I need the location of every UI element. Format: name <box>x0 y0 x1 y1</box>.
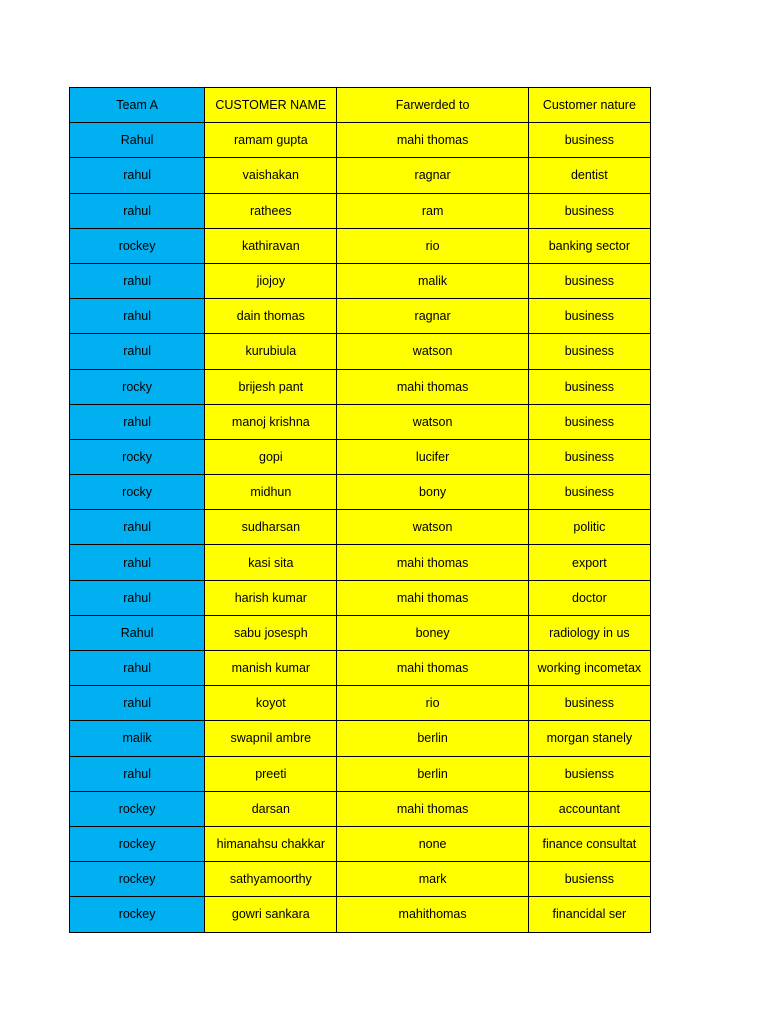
customer-name-cell: dain thomas <box>205 299 337 334</box>
forwarded-to-cell: ragnar <box>337 158 528 193</box>
header-customer-nature: Customer nature <box>528 88 650 123</box>
team-cell: malik <box>70 721 205 756</box>
team-cell: rahul <box>70 510 205 545</box>
customer-nature-cell: busienss <box>528 862 650 897</box>
forwarded-to-cell: mahi thomas <box>337 545 528 580</box>
customer-nature-cell: business <box>528 263 650 298</box>
forwarded-to-cell: none <box>337 826 528 861</box>
forwarded-to-cell: mahithomas <box>337 897 528 932</box>
team-cell: Rahul <box>70 123 205 158</box>
customer-nature-cell: politic <box>528 510 650 545</box>
customer-name-cell: manish kumar <box>205 651 337 686</box>
table-row <box>70 228 651 263</box>
customer-name-cell: sabu josesph <box>205 615 337 650</box>
customer-name-cell: kurubiula <box>205 334 337 369</box>
forwarded-to-cell: lucifer <box>337 439 528 474</box>
customer-name-cell: midhun <box>205 475 337 510</box>
table-row <box>70 299 651 334</box>
customer-nature-cell: finance consultat <box>528 826 650 861</box>
customer-name-cell: jiojoy <box>205 263 337 298</box>
customer-name-cell: darsan <box>205 791 337 826</box>
header-customer-name: CUSTOMER NAME <box>205 88 337 123</box>
forwarded-to-cell: watson <box>337 334 528 369</box>
customer-nature-cell: banking sector <box>528 228 650 263</box>
customer-name-cell: sudharsan <box>205 510 337 545</box>
forwarded-to-cell: boney <box>337 615 528 650</box>
customer-name-cell: sathyamoorthy <box>205 862 337 897</box>
customer-nature-cell: radiology in us <box>528 615 650 650</box>
team-cell: rahul <box>70 334 205 369</box>
team-cell: rahul <box>70 263 205 298</box>
header-row <box>70 88 651 123</box>
table-row <box>70 263 651 298</box>
forwarded-to-cell: watson <box>337 510 528 545</box>
team-cell: rockey <box>70 228 205 263</box>
table-row <box>70 369 651 404</box>
team-cell: rahul <box>70 580 205 615</box>
table-row <box>70 580 651 615</box>
team-cell: rahul <box>70 686 205 721</box>
table-row <box>70 545 651 580</box>
forwarded-to-cell: ram <box>337 193 528 228</box>
team-cell: rockey <box>70 897 205 932</box>
team-cell: rahul <box>70 651 205 686</box>
table-row <box>70 404 651 439</box>
team-cell: rockey <box>70 862 205 897</box>
table-row <box>70 897 651 932</box>
table-row <box>70 686 651 721</box>
customer-nature-cell: business <box>528 686 650 721</box>
customer-nature-cell: export <box>528 545 650 580</box>
customer-name-cell: vaishakan <box>205 158 337 193</box>
team-cell: rahul <box>70 545 205 580</box>
table-row <box>70 862 651 897</box>
customer-name-cell: swapnil ambre <box>205 721 337 756</box>
customer-nature-cell: business <box>528 334 650 369</box>
table-row <box>70 791 651 826</box>
team-cell: rahul <box>70 404 205 439</box>
header-forwarded-to: Farwerded to <box>337 88 528 123</box>
table-row <box>70 651 651 686</box>
customer-name-cell: himanahsu chakkar <box>205 826 337 861</box>
table-row <box>70 826 651 861</box>
customer-name-cell: kasi sita <box>205 545 337 580</box>
customer-nature-cell: busienss <box>528 756 650 791</box>
team-cell: Rahul <box>70 615 205 650</box>
team-cell: rockey <box>70 826 205 861</box>
forwarded-to-cell: mahi thomas <box>337 369 528 404</box>
customer-name-cell: preeti <box>205 756 337 791</box>
customer-name-cell: gopi <box>205 439 337 474</box>
table-row <box>70 475 651 510</box>
table-row <box>70 615 651 650</box>
forwarded-to-cell: rio <box>337 686 528 721</box>
customer-nature-cell: business <box>528 475 650 510</box>
forwarded-to-cell: watson <box>337 404 528 439</box>
customer-nature-cell: doctor <box>528 580 650 615</box>
customer-name-cell: koyot <box>205 686 337 721</box>
forwarded-to-cell: mahi thomas <box>337 791 528 826</box>
customer-nature-cell: business <box>528 369 650 404</box>
team-cell: rahul <box>70 193 205 228</box>
forwarded-to-cell: mahi thomas <box>337 580 528 615</box>
forwarded-to-cell: mark <box>337 862 528 897</box>
header-team: Team A <box>70 88 205 123</box>
team-cell: rahul <box>70 756 205 791</box>
customer-nature-cell: dentist <box>528 158 650 193</box>
team-cell: rahul <box>70 158 205 193</box>
table-row <box>70 439 651 474</box>
customer-name-cell: harish kumar <box>205 580 337 615</box>
forwarded-to-cell: berlin <box>337 756 528 791</box>
table-row <box>70 193 651 228</box>
table-row <box>70 334 651 369</box>
customer-nature-cell: business <box>528 404 650 439</box>
customer-name-cell: manoj krishna <box>205 404 337 439</box>
customer-nature-cell: business <box>528 123 650 158</box>
forwarded-to-cell: mahi thomas <box>337 123 528 158</box>
table-row <box>70 721 651 756</box>
table-row <box>70 756 651 791</box>
table-body <box>70 88 651 933</box>
team-cell: rocky <box>70 475 205 510</box>
customer-name-cell: gowri sankara <box>205 897 337 932</box>
team-cell: rahul <box>70 299 205 334</box>
team-cell: rocky <box>70 369 205 404</box>
customer-name-cell: kathiravan <box>205 228 337 263</box>
customer-nature-cell: financidal ser <box>528 897 650 932</box>
customer-nature-cell: accountant <box>528 791 650 826</box>
customer-nature-cell: morgan stanely <box>528 721 650 756</box>
customer-name-cell: brijesh pant <box>205 369 337 404</box>
team-cell: rockey <box>70 791 205 826</box>
customer-table <box>69 87 651 933</box>
customer-nature-cell: business <box>528 193 650 228</box>
customer-name-cell: ramam gupta <box>205 123 337 158</box>
forwarded-to-cell: malik <box>337 263 528 298</box>
forwarded-to-cell: ragnar <box>337 299 528 334</box>
forwarded-to-cell: bony <box>337 475 528 510</box>
customer-nature-cell: working incometax <box>528 651 650 686</box>
customer-nature-cell: business <box>528 439 650 474</box>
customer-name-cell: rathees <box>205 193 337 228</box>
team-cell: rocky <box>70 439 205 474</box>
customer-nature-cell: business <box>528 299 650 334</box>
table-row <box>70 123 651 158</box>
forwarded-to-cell: berlin <box>337 721 528 756</box>
forwarded-to-cell: mahi thomas <box>337 651 528 686</box>
table-row <box>70 510 651 545</box>
table-row <box>70 158 651 193</box>
forwarded-to-cell: rio <box>337 228 528 263</box>
